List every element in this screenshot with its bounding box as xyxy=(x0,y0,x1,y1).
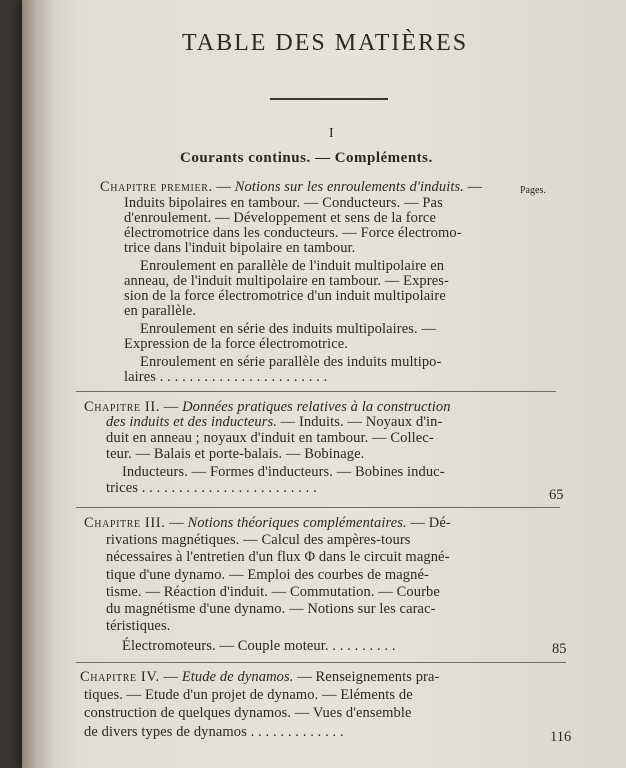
chapter-4-line-3: de divers types de dynamos . . . . . . . . . . . . . xyxy=(84,724,344,740)
chapter-2-line-5: trices . . . . . . . . . . . . . . . . . . . . . . . . xyxy=(106,480,317,496)
chapter-3-title: Notions théoriques complémentaires. xyxy=(187,515,407,531)
chapter-3-line-5: du magnétisme d'une dynamo. — Notions sur les carac- xyxy=(106,601,436,617)
chapter-1-line-11: Enroulement en série parallèle des induits multipo- xyxy=(140,354,442,370)
chapter-2-line-0-row xyxy=(106,415,442,430)
chapter-2-line-4: Inducteurs. — Formes d'inducteurs. — Bobines induc- xyxy=(122,464,445,480)
chapter-divider xyxy=(76,507,560,508)
chapter-4-line-0: — Renseignements pra- xyxy=(293,669,440,685)
chapter-2-line-0: des induits et des inducteurs. xyxy=(106,414,277,430)
chapter-2-line-3: teur. — Balais et porte-balais. — Bobinage. xyxy=(106,446,365,462)
chapter-3-line-7: Électromoteurs. — Couple moteur. . . . . . . . . . xyxy=(122,638,396,654)
chapter-3-label: Chapitre III. xyxy=(84,515,166,531)
chapter-divider xyxy=(76,662,566,663)
chapter-3-line-4: tisme. — Réaction d'induit. — Commutation. — Courbe xyxy=(106,584,440,600)
chapter-4-line-1: tiques. — Etude d'un projet de dynamo. — Eléments de xyxy=(84,687,413,703)
chapter-3-line-2: nécessaires à l'entretien d'un flux Φ dans le circuit magné- xyxy=(106,549,450,565)
chapter-3-page: 85 xyxy=(552,641,567,657)
chapter-1-title: Notions sur les enroulements d'induits. xyxy=(234,179,464,195)
chapter-1-line-8: en parallèle. xyxy=(124,303,197,319)
chapter-1-line-12: laires . . . . . . . . . . . . . . . . . . . . . . . xyxy=(124,369,328,385)
chapter-4-title: Etude de dynamos. xyxy=(181,669,294,685)
chapter-4-line-2: construction de quelques dynamos. — Vues d'ensemble xyxy=(84,705,412,721)
chapter-4-heading: Chapitre IV. — Etude de dynamos. — Renseignements pra- xyxy=(80,669,440,685)
chapter-1-line-0: — xyxy=(463,179,483,195)
chapter-4-page: 116 xyxy=(550,729,572,745)
chapter-3-line-3: tique d'une dynamo. — Emploi des courbes de magné- xyxy=(106,567,429,583)
book-page xyxy=(22,0,626,768)
chapter-2-line-2: duit en anneau ; noyaux d'induit en tambour. — Collec- xyxy=(106,430,434,446)
chapter-1-line-5: Enroulement en parallèle de l'induit multipolaire en xyxy=(140,258,445,274)
chapter-1-line-6: anneau, de l'induit multipolaire en tambour. — Expres- xyxy=(124,273,449,289)
chapter-3-line-0: — Dé- xyxy=(406,515,451,531)
chapter-3-line-6: téristiques. xyxy=(106,618,171,634)
section-title: Courants continus. — Compléments. xyxy=(180,150,433,166)
chapter-4-label: Chapitre IV. xyxy=(80,669,160,685)
chapter-2-line-1: — Induits. — Noyaux d'in- xyxy=(276,414,443,430)
chapter-1-heading: Chapitre premier. — Notions sur les enroulements d'induits. — xyxy=(100,179,483,195)
chapter-2-title: Données pratiques relatives à la construction xyxy=(182,399,451,415)
chapter-2-page: 65 xyxy=(549,487,564,503)
chapter-1-line-4: trice dans l'induit bipolaire en tambour. xyxy=(124,240,356,256)
chapter-1-line-1: Induits bipolaires en tambour. — Conducteurs. — Pas xyxy=(124,195,443,211)
chapter-1-line-10: Expression de la force électromotrice. xyxy=(124,336,349,352)
chapter-1-line-2: d'enroulement. — Développement et sens de la force xyxy=(124,210,436,226)
chapter-1-line-9: Enroulement en série des induits multipolaires. — xyxy=(140,321,437,337)
page-title: TABLE DES MATIÈRES xyxy=(182,30,469,56)
part-number: I xyxy=(329,126,334,141)
chapter-2-heading: Chapitre II. — Données pratiques relatives à la construction xyxy=(84,399,451,415)
title-divider xyxy=(270,98,388,100)
chapter-3-heading: Chapitre III. — Notions théoriques complémentaires. — Dé- xyxy=(84,515,451,531)
chapter-divider xyxy=(76,391,556,392)
chapter-2-label: Chapitre II. xyxy=(84,399,161,415)
page-gutter-shadow xyxy=(22,0,56,768)
chapter-1-line-7: sion de la force électromotrice d'un induit multipolaire xyxy=(124,288,446,304)
chapter-1-label: Chapitre premier. xyxy=(100,179,213,195)
chapter-3-line-1: rivations magnétiques. — Calcul des ampères-tours xyxy=(106,532,411,548)
chapter-1-line-3: électromotrice dans les conducteurs. — Force électromo- xyxy=(124,225,462,241)
pages-column-label: Pages. xyxy=(520,185,546,196)
